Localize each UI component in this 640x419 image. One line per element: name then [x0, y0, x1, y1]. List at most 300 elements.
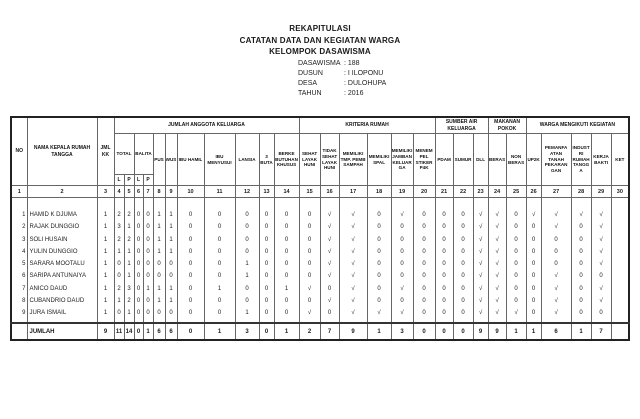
cell-value: 0	[461, 224, 465, 231]
cell-value: 0	[514, 236, 518, 243]
cell-value: 0	[217, 236, 222, 243]
cell-value: 0	[136, 261, 141, 268]
col-header-lansia: LANSIA	[235, 134, 259, 186]
cell-value: 1	[127, 224, 131, 231]
cell-value: √	[478, 285, 483, 292]
cell-value: √	[495, 310, 499, 317]
col-number-13: 13	[259, 186, 274, 198]
cell-value: 0	[531, 236, 536, 243]
total-kerja-bakti: 7	[591, 323, 611, 340]
cell-value: 1	[157, 224, 161, 231]
cell-value: 0	[327, 310, 332, 317]
cell-value: 0	[217, 212, 222, 218]
cell-value: 0	[400, 273, 404, 280]
info-row-dusun	[298, 69, 386, 79]
cell-value: 0	[169, 261, 173, 268]
cell-value: √	[495, 273, 499, 280]
cell-value: 1	[127, 248, 131, 255]
col-number-25: 25	[506, 186, 526, 198]
cell-value: 0	[264, 298, 269, 305]
body-col-tmp-sampah	[339, 198, 367, 324]
cell-value: √	[351, 273, 355, 280]
total-dll: 9	[473, 323, 488, 340]
cell-value: √	[554, 273, 558, 280]
total-spal: 1	[367, 323, 391, 340]
cell-value: √	[599, 212, 603, 218]
total-non-beras: 1	[506, 323, 526, 340]
total-ibu-menyusui: 1	[204, 323, 235, 340]
cell-value: 0	[531, 224, 536, 231]
total-tidak-sehat: 7	[320, 323, 339, 340]
cell-value: 0	[245, 236, 249, 243]
body-col-pus	[153, 198, 165, 324]
cell-value: √	[599, 236, 603, 243]
col-number-7: 7	[143, 186, 153, 198]
info-row-desa	[298, 79, 386, 89]
cell-value: 1	[103, 212, 108, 218]
cell-value: √	[327, 236, 332, 243]
cell-value: CUBANDRIO DAUD	[29, 298, 85, 305]
cell-value: 0	[514, 298, 518, 305]
cell-value: 0	[461, 212, 465, 218]
info-label: DASAWISMA	[298, 60, 341, 67]
cell-value: √	[351, 261, 355, 268]
total-ibu-hamil: 0	[177, 323, 204, 340]
cell-value: 0	[422, 273, 426, 280]
body-col-tidak-sehat	[320, 198, 339, 324]
cell-value: 1	[169, 236, 173, 243]
info-label: DUSUN	[298, 70, 323, 77]
body-col-jamban	[391, 198, 413, 324]
cell-value: 0	[284, 310, 289, 317]
col-header-balita: BALITA	[134, 134, 153, 175]
cell-value: 1	[157, 298, 161, 305]
cell-value: 0	[217, 248, 222, 255]
cell-value: 1	[284, 285, 289, 292]
cell-value: 0	[514, 224, 518, 231]
cell-value: √	[495, 248, 499, 255]
cell-value: 0	[579, 224, 583, 231]
col-header-tanah-pekarangan: PEMANFA ATAN TANAH PEKARAN GAN	[541, 134, 571, 186]
cell-value: 0	[284, 224, 289, 231]
cell-value: 0	[579, 298, 583, 305]
cell-value: √	[599, 298, 603, 305]
cell-value: √	[351, 298, 355, 305]
group-kriteria-rumah: KRITERIA RUMAH	[299, 117, 435, 134]
cell-value: 0	[461, 310, 465, 317]
cell-value: 0	[461, 248, 465, 255]
cell-value: 2	[117, 212, 121, 218]
cell-value: 0	[146, 224, 150, 231]
cell-value: 1	[127, 273, 131, 280]
col-header-total: TOTAL	[114, 134, 134, 175]
total-balita-l: 0	[134, 323, 143, 340]
body-col-no	[11, 198, 27, 324]
col-number-5: 5	[124, 186, 134, 198]
cell-value: 0	[136, 212, 141, 218]
body-col-pdam	[435, 198, 453, 324]
cell-value: 1	[103, 310, 108, 317]
cell-value: 0	[157, 261, 161, 268]
cell-value: 0	[188, 236, 193, 243]
column-number-row	[11, 186, 629, 198]
col-header-up2k: UP2K	[526, 134, 541, 186]
body-col-total-p	[124, 198, 134, 324]
cell-value: 0	[264, 236, 269, 243]
cell-value: 1	[217, 285, 222, 292]
cell-value: √	[307, 285, 312, 292]
cell-value: √	[554, 224, 558, 231]
col-number-20: 20	[413, 186, 435, 198]
cell-value: 1	[103, 298, 108, 305]
cell-value: 1	[157, 212, 161, 218]
cell-value: ANICO DAUD	[29, 285, 68, 292]
cell-value: 0	[554, 248, 558, 255]
col-number-30: 30	[611, 186, 629, 198]
col-number-6: 6	[134, 186, 143, 198]
cell-value: 1	[169, 248, 173, 255]
body-col-ket	[611, 198, 629, 324]
cell-value: √	[531, 212, 536, 218]
cell-value: √	[495, 298, 499, 305]
col-header-tidak-sehat: TIDAK SEHAT LAYAK HUNI	[320, 134, 339, 186]
cell-value: 0	[377, 298, 381, 305]
cell-value: 2	[127, 298, 131, 305]
cell-value: √	[599, 224, 603, 231]
cell-value: 0	[400, 261, 404, 268]
cell-value: √	[495, 261, 499, 268]
cell-value: 7	[22, 285, 26, 292]
group-header-row	[11, 117, 629, 134]
cell-value: 0	[264, 285, 269, 292]
body-col-non-beras	[506, 198, 526, 324]
cell-value: √	[327, 298, 332, 305]
cell-value: √	[554, 310, 558, 317]
cell-value: 0	[514, 212, 518, 218]
cell-value: JURA ISMAIL	[29, 310, 67, 317]
cell-value: 0	[117, 273, 121, 280]
cell-value: 0	[599, 310, 603, 317]
cell-value: 1	[157, 236, 161, 243]
cell-value: SARARA MOOTALU	[29, 261, 85, 268]
cell-value: √	[495, 236, 499, 243]
cell-value: 0	[422, 285, 426, 292]
cell-value: 2	[127, 236, 131, 243]
cell-value: √	[495, 212, 499, 218]
cell-value: 0	[554, 261, 558, 268]
cell-value: RAJAK DUNGGIO	[29, 224, 80, 231]
cell-value: 1	[22, 212, 26, 218]
cell-value: √	[514, 310, 518, 317]
cell-value: 0	[217, 298, 222, 305]
cell-value: √	[478, 298, 483, 305]
cell-value: 1	[245, 273, 249, 280]
cell-value: 0	[377, 212, 381, 218]
cell-value: 0	[188, 285, 193, 292]
cell-value: 0	[461, 236, 465, 243]
cell-value: 0	[377, 224, 381, 231]
cell-value: 3	[127, 285, 131, 292]
cell-value: 0	[531, 298, 536, 305]
cell-value: 0	[531, 273, 536, 280]
col-header-jml-kk: JML KK	[97, 117, 114, 186]
total-ket	[611, 323, 629, 340]
cell-value: 0	[188, 310, 193, 317]
cell-value: 0	[136, 236, 141, 243]
cell-value: 2	[117, 285, 121, 292]
col-header-beras: BERAS	[488, 134, 506, 186]
col-number-23: 23	[473, 186, 488, 198]
col-header-jamban: MEMILIKI JAMBAN KELUARGA	[391, 134, 413, 186]
cell-value: 1	[157, 248, 161, 255]
col-number-21: 21	[435, 186, 453, 198]
body-col-beras	[488, 198, 506, 324]
cell-value: 0	[531, 310, 536, 317]
cell-value: √	[599, 285, 603, 292]
report-title-line2: CATATAN DATA DAN KEGIATAN WARGA	[239, 35, 401, 45]
body-col-total-l	[114, 198, 124, 324]
cell-value: 0	[217, 261, 222, 268]
cell-value: 0	[442, 261, 446, 268]
cell-value: 0	[307, 298, 312, 305]
cell-value: √	[554, 285, 558, 292]
col-header-spal: MEMILIKI SPAL	[367, 134, 391, 186]
cell-value: 0	[442, 285, 446, 292]
cell-value: 0	[400, 248, 404, 255]
info-value: : I ILOPONU	[344, 70, 384, 77]
body-col-kerja-bakti	[591, 198, 611, 324]
col-number-1: 1	[11, 186, 27, 198]
cell-value: 0	[461, 285, 465, 292]
cell-value: 0	[442, 236, 446, 243]
cell-value: √	[478, 248, 483, 255]
cell-value: 0	[579, 248, 583, 255]
cell-value: 0	[442, 298, 446, 305]
total-jml-kk: 9	[97, 323, 114, 340]
cell-value: 0	[442, 248, 446, 255]
cell-value: 0	[157, 310, 161, 317]
cell-value: 0	[531, 248, 536, 255]
body-col-up2k	[526, 198, 541, 324]
cell-value: √	[351, 285, 355, 292]
cell-value: 0	[245, 298, 249, 305]
cell-value: √	[478, 273, 483, 280]
cell-value: 0	[146, 310, 150, 317]
col-header-sehat-layak-huni: SEHAT LAYAK HUNI	[299, 134, 320, 186]
total-industri-rt: 1	[571, 323, 591, 340]
cell-value: 0	[146, 298, 150, 305]
col-header-non-beras: NON BERAS	[506, 134, 526, 186]
cell-value: √	[400, 310, 404, 317]
cell-value: 0	[136, 273, 141, 280]
cell-value: √	[400, 212, 404, 218]
body-col-lansia	[235, 198, 259, 324]
col-header-pus: PUS	[153, 134, 165, 186]
total-lansia: 3	[235, 323, 259, 340]
cell-value: 0	[169, 310, 173, 317]
cell-value: 0	[136, 310, 141, 317]
cell-value: 0	[514, 248, 518, 255]
col-number-3: 3	[97, 186, 114, 198]
col-number-22: 22	[453, 186, 473, 198]
cell-value: 0	[284, 273, 289, 280]
cell-value: 0	[188, 212, 193, 218]
cell-value: 0	[188, 298, 193, 305]
col-number-2: 2	[27, 186, 97, 198]
cell-value: √	[478, 310, 483, 317]
cell-value: 0	[284, 261, 289, 268]
cell-value: √	[478, 212, 483, 218]
body-col-industri-rt	[571, 198, 591, 324]
cell-value: 0	[307, 248, 312, 255]
col-header-ibu-hamil: IBU HAMIL	[177, 134, 204, 186]
cell-value: 0	[377, 273, 381, 280]
body-col-3-buta	[259, 198, 274, 324]
total-3-buta: 0	[259, 323, 274, 340]
cell-value: 0	[264, 224, 269, 231]
cell-value: 0	[264, 273, 269, 280]
cell-value: 0	[264, 212, 269, 218]
total-berkebutuhan-khusus: 1	[274, 323, 299, 340]
body-col-jml-kk	[97, 198, 114, 324]
report-title-line1: REKAPITULASI	[289, 24, 351, 33]
subheader-l: L	[114, 175, 124, 186]
info-row-tahun	[298, 89, 386, 99]
info-row-dasawisma	[298, 59, 386, 69]
cell-value: 2	[127, 212, 131, 218]
info-value: : DULOHUPA	[344, 80, 387, 87]
cell-value: √	[554, 298, 558, 305]
cell-value: 0	[461, 261, 465, 268]
cell-value: 1	[245, 261, 249, 268]
cell-value: 0	[461, 273, 465, 280]
cell-value: 0	[245, 212, 249, 218]
cell-value: 0	[284, 212, 289, 218]
total-label-cell: JUMLAH	[27, 323, 97, 340]
cell-value: 0	[442, 310, 446, 317]
cell-value: 9	[22, 310, 26, 317]
cell-value: 1	[169, 224, 173, 231]
cell-value: 4	[22, 248, 26, 255]
report-title	[0, 23, 640, 58]
col-header-stiker-p4k: MENEM PEL STIKER P4K	[413, 134, 435, 186]
cell-value: SARIPA ANTUNAIYA	[29, 273, 86, 280]
cell-value: 1	[103, 285, 108, 292]
cell-value: 1	[103, 224, 108, 231]
cell-value: 1	[127, 310, 131, 317]
cell-value: √	[478, 224, 483, 231]
cell-value: 0	[400, 298, 404, 305]
total-total-p: 14	[124, 323, 134, 340]
group-warga-kegiatan: WARGA MENGIKUTI KEGIATAN	[526, 117, 629, 134]
cell-value: 5	[22, 261, 26, 268]
col-header-3-buta: 3 BUTA	[259, 134, 274, 186]
col-header-kerja-bakti: KERJA BAKTI	[591, 134, 611, 186]
cell-value: 1	[169, 285, 173, 292]
cell-value: 0	[188, 248, 193, 255]
cell-value: 3	[117, 224, 121, 231]
cell-value: 0	[217, 310, 222, 317]
cell-value: 0	[136, 248, 141, 255]
col-number-24: 24	[488, 186, 506, 198]
col-number-8: 8	[153, 186, 165, 198]
cell-value: 0	[579, 236, 583, 243]
cell-value: √	[351, 212, 355, 218]
cell-value: 0	[422, 248, 426, 255]
cell-value: 0	[422, 224, 426, 231]
body-col-berkebutuhan-khusus	[274, 198, 299, 324]
body-col-dll	[473, 198, 488, 324]
cell-value: 1	[103, 273, 108, 280]
total-jamban: 3	[391, 323, 413, 340]
cell-value: 0	[514, 261, 518, 268]
cell-value: HAMID K DJUMA	[29, 212, 77, 218]
subheader-p: P	[124, 175, 134, 186]
cell-value: √	[599, 248, 603, 255]
cell-value: √	[327, 261, 332, 268]
cell-value: 0	[157, 273, 161, 280]
cell-value: 1	[169, 298, 173, 305]
cell-value: 0	[245, 224, 249, 231]
total-beras: 9	[488, 323, 506, 340]
cell-value: 0	[442, 224, 446, 231]
cell-value: √	[495, 224, 499, 231]
cell-value: 0	[146, 273, 150, 280]
cell-value: 0	[264, 310, 269, 317]
col-number-9: 9	[165, 186, 177, 198]
cell-value: 0	[400, 224, 404, 231]
cell-value: √	[307, 310, 312, 317]
body-col-sehat-layak-huni	[299, 198, 320, 324]
body-col-ibu-menyusui	[204, 198, 235, 324]
cell-value: 0	[307, 212, 312, 218]
cell-value: 0	[217, 224, 222, 231]
cell-value: 0	[117, 310, 121, 317]
cell-value: 0	[245, 285, 249, 292]
cell-value: 1	[146, 285, 150, 292]
cell-value: 0	[307, 224, 312, 231]
total-stiker-p4k: 0	[413, 323, 435, 340]
subheader-l: L	[134, 175, 143, 186]
group-sumber-air: SUMBER AIR KELUARGA	[435, 117, 488, 134]
col-number-18: 18	[367, 186, 391, 198]
cell-value: 1	[157, 285, 161, 292]
cell-value: 8	[22, 298, 26, 305]
total-tanah-pekarangan: 6	[541, 323, 571, 340]
cell-value: SOLI HUSAIN	[29, 236, 68, 243]
col-header-nama: NAMA KEPALA RUMAH TANGGA	[27, 117, 97, 186]
cell-value: 0	[284, 298, 289, 305]
cell-value: 0	[169, 273, 173, 280]
cell-value: 6	[22, 273, 26, 280]
body-col-balita-l	[134, 198, 143, 324]
col-header-pdam: PDAM	[435, 134, 453, 186]
col-header-dll: DLL	[473, 134, 488, 186]
col-header-industri-rt: INDUSTRI RUMAH TANGGA	[571, 134, 591, 186]
cell-value: 0	[554, 236, 558, 243]
cell-value: 0	[377, 248, 381, 255]
col-number-4: 4	[114, 186, 124, 198]
cell-value: 0	[327, 285, 332, 292]
cell-value: √	[327, 273, 332, 280]
cell-value: 0	[377, 285, 381, 292]
cell-value: 0	[117, 261, 121, 268]
body-col-stiker-p4k	[413, 198, 435, 324]
cell-value: 1	[103, 261, 108, 268]
cell-value: √	[495, 285, 499, 292]
col-header-berkebutuhan-khusus: BERKE BUTUHAN KHUSUS	[274, 134, 299, 186]
cell-value: 0	[422, 298, 426, 305]
